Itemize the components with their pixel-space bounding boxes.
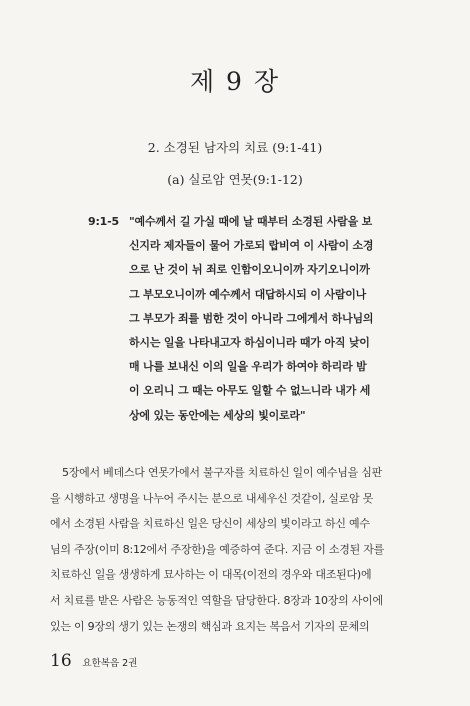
quote-line: "예수께서 길 가실 때에 날 때부터 소경된 사람을 보	[129, 215, 373, 228]
quote-line: 하시는 일을 나타내고자 하심이니라 때가 아직 낮이	[129, 336, 370, 350]
section-title: 2. 소경된 남자의 치료 (9:1-41)	[147, 140, 323, 155]
quote-line: 매 나를 보내신 이의 일을 우리가 하여야 하리라 밤	[129, 360, 367, 374]
body-line: 치료하신 일을 생생하게 묘사하는 이 대목(이전의 경우와 대조된다)에	[50, 568, 372, 582]
scripture-reference: 9:1-5	[88, 215, 119, 228]
quote-line: 상에 있는 동안에는 세상의 빛이로라"	[129, 408, 306, 422]
quote-line: 신지라 제자들이 물어 가로되 랍비여 이 사람이 소경	[129, 239, 374, 253]
quote-line: 이 오리니 그 때는 아무도 일할 수 없느니라 내가 세	[129, 384, 371, 398]
running-footer-title: 요한복음 2권	[82, 658, 138, 669]
chapter-title: 제 9 장	[189, 67, 281, 96]
quote-line: 그 부모오니이까 예수께서 대답하시되 이 사람이나	[129, 287, 367, 301]
body-line: 서 치료를 받은 사람은 능동적인 역할을 담당한다. 8장과 10장의 사이에	[50, 593, 383, 607]
scripture-quote	[88, 210, 388, 428]
subsection-title: (a) 실로암 연못(9:1-12)	[167, 172, 303, 187]
body-line: 에서 소경된 사람을 치료하신 일은 당신이 세상의 빛이라고 하신 예수	[50, 517, 370, 531]
body-line: 님의 주장(이미 8:12에서 주장한)을 예증하여 준다. 지금 이 소경된 자를	[50, 542, 385, 556]
body-line: 있는 이 9장의 생기 있는 논쟁의 핵심과 요지는 복음서 기자의 문체의	[50, 619, 370, 633]
page-footer	[50, 651, 137, 671]
page-number: 16	[50, 651, 72, 671]
quote-line: 그 부모가 죄를 범한 것이 아니라 그에게서 하나님의	[129, 311, 374, 325]
body-line: 을 시행하고 생명을 나누어 주시는 분으로 내세우신 것같이, 실로암 못	[50, 491, 373, 505]
commentary-paragraph	[50, 460, 420, 639]
body-line: 5장에서 베데스다 연못가에서 불구자를 치료하신 일이 예수님을 심판	[62, 466, 383, 479]
quote-line: 으로 난 것이 뉘 죄로 인함이오니이까 자기오니이까	[129, 263, 370, 277]
